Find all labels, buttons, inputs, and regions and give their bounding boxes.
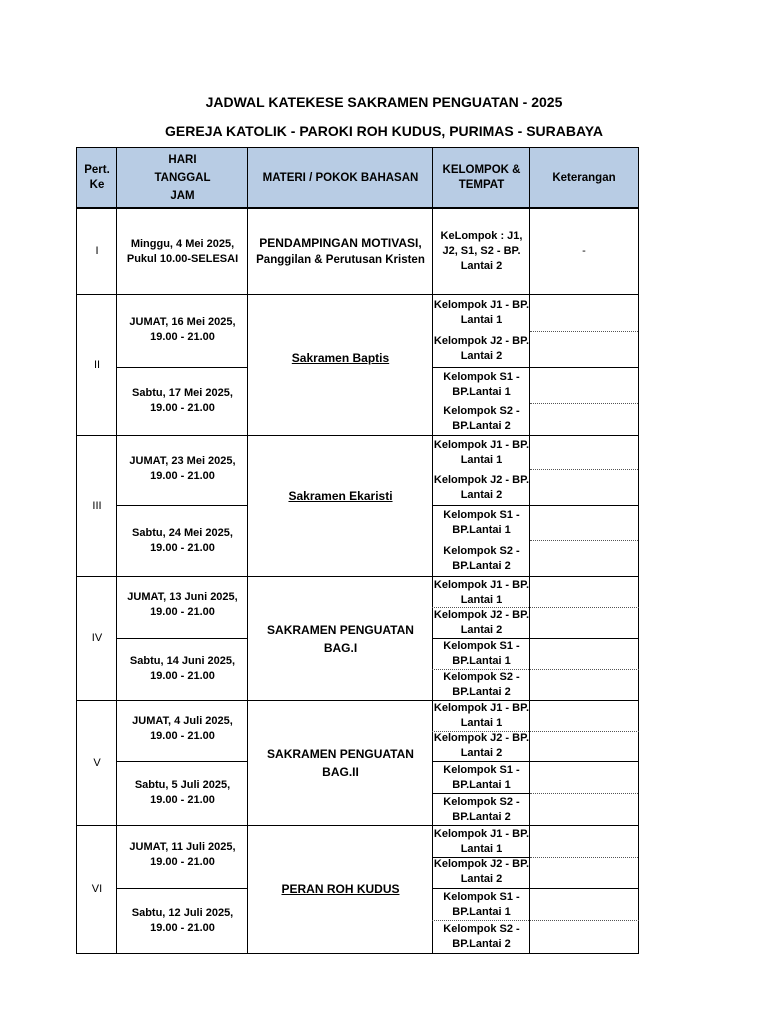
date-line1: Sabtu, 24 Mei 2025, [132, 527, 233, 539]
session-4-group-4 [433, 669, 530, 700]
header-hari-line2: TANGGAL [154, 172, 211, 184]
session-1-keterangan: - [582, 245, 586, 257]
header-pert [77, 148, 117, 208]
grid-line [76, 294, 639, 295]
session-6-group-4 [433, 921, 530, 953]
session-3-group-2 [433, 470, 530, 506]
header-kelompok-line1: KELOMPOK & [442, 164, 521, 176]
header-materi [248, 148, 433, 208]
session-4-date-2 [117, 638, 248, 700]
session-3-group-4 [433, 541, 530, 577]
group-line1: Kelompok S2 - [443, 405, 520, 417]
date-line1: Sabtu, 5 Juli 2025, [134, 779, 231, 791]
date-line1: JUMAT, 11 Juli 2025, [129, 841, 236, 853]
grid-dotted-line [432, 920, 639, 921]
header-kelompok [433, 148, 530, 208]
grid-line [638, 147, 639, 954]
grid-line [76, 953, 639, 954]
grid-dotted-line [530, 403, 638, 404]
grid-line [116, 147, 117, 954]
header-pert-line2: Ke [89, 179, 105, 191]
session-6-materi [248, 826, 433, 953]
grid-line [76, 700, 639, 701]
group-line1: Kelompok J2 - BP. [433, 732, 530, 744]
date-line1: Sabtu, 14 Juni 2025, [129, 655, 236, 667]
grid-line [116, 638, 248, 639]
header-materi-label: MATERI / POKOK BAHASAN [262, 171, 419, 184]
grid-line [76, 207, 639, 209]
session-6-date-2 [117, 888, 248, 953]
group-line2: Lantai 1 [460, 454, 503, 466]
grid-line [247, 147, 248, 954]
grid-line [432, 147, 433, 954]
group-line1: Kelompok J1 - BP. [433, 299, 530, 311]
grid-dotted-line [530, 793, 638, 794]
materi-line1: SAKRAMEN PENGUATAN [267, 622, 414, 637]
group-line2: Lantai 2 [460, 350, 503, 362]
date-line1: Sabtu, 12 Juli 2025, [131, 906, 234, 919]
session-2-pert: II [93, 358, 101, 371]
group-line2: BP.Lantai 2 [452, 810, 511, 823]
session-1-date [117, 209, 248, 294]
materi-line1: Sakramen Ekaristi [288, 488, 393, 503]
session-4-group-2 [433, 608, 530, 638]
session-4-date-1 [117, 577, 248, 638]
grid-line [432, 888, 639, 889]
date-line1: JUMAT, 13 Juni 2025, [127, 591, 238, 603]
date-line2: 19.00 - 21.00 [150, 606, 215, 618]
group-line1: Kelompok J1 - BP. [433, 439, 530, 451]
grid-line [432, 857, 530, 858]
grid-line [76, 147, 77, 954]
materi-line2: BAG.I [323, 640, 358, 655]
date-line2: Pukul 10.00-SELESAI [126, 252, 239, 265]
date-line1: JUMAT, 16 Mei 2025, [129, 316, 236, 328]
session-2-group-4 [433, 402, 530, 436]
header-hari-line1: HARI [168, 154, 197, 166]
session-2-materi [248, 295, 433, 421]
session-5-group-1 [433, 701, 530, 731]
session-3-date-2 [117, 506, 248, 576]
group-line2: BP.Lantai 2 [452, 938, 511, 950]
materi-line2: Panggilan & Perutusan Kristen [256, 253, 425, 266]
date-line2: 19.00 - 21.00 [150, 670, 215, 682]
session-3-group-3 [433, 506, 530, 540]
grid-line [76, 825, 639, 826]
date-line1: JUMAT, 23 Mei 2025, [129, 455, 236, 467]
date-line2: 19.00 - 21.00 [150, 402, 215, 414]
grid-line [76, 435, 639, 436]
session-2-group-3 [433, 368, 530, 402]
grid-dotted-line [432, 731, 639, 732]
header-pert-line1: Pert. [84, 164, 110, 176]
group-line1: Kelompok J2 - BP. [433, 474, 530, 486]
materi-line1: SAKRAMEN PENGUATAN [267, 747, 414, 761]
grid-line [76, 147, 639, 148]
grid-line [432, 793, 530, 794]
session-2-date-1 [117, 295, 248, 367]
session-3-date-1 [117, 436, 248, 505]
group-line1: Kelompok J2 - BP. [433, 335, 530, 347]
grid-dotted-line [432, 607, 639, 608]
session-1-pert: I [95, 245, 99, 257]
date-line1: Minggu, 4 Mei 2025, [130, 237, 235, 250]
header-hari [117, 148, 248, 208]
session-3-materi [248, 436, 433, 556]
header-hari-line3: JAM [170, 190, 195, 202]
grid-line [116, 761, 248, 762]
group-line2: Lantai 2 [460, 873, 503, 885]
group-line1: Kelompok S2 - [443, 795, 520, 808]
group-line2: Lantai 2 [460, 624, 503, 636]
date-line2: 19.00 - 21.00 [150, 794, 215, 806]
group-line2: Lantai 1 [460, 314, 503, 326]
group-line1: Kelompok S1 - [443, 371, 520, 383]
group-line2: BP.Lantai 2 [452, 560, 511, 572]
group-line2: Lantai 2 [460, 489, 503, 501]
materi-line1: Sakramen Baptis [291, 350, 390, 365]
session-5-group-2 [433, 731, 530, 761]
grid-line [76, 576, 639, 577]
session-5-date-2 [117, 761, 248, 825]
group-line1: Kelompok S1 - [443, 639, 520, 652]
session-4-materi [248, 577, 433, 700]
group-line1: KeLompok : J1, [440, 230, 523, 242]
group-line2: Lantai 1 [460, 593, 503, 606]
document-subtitle: GEREJA KATOLIK - PAROKI ROH KUDUS, PURIMAS - SURABAYA [165, 123, 603, 139]
session-6-group-2 [433, 857, 530, 887]
group-line2: J2, S1, S2 - BP. [442, 245, 521, 257]
session-4-group-3 [433, 638, 530, 669]
session-4-pert: IV [91, 632, 103, 644]
group-line1: Kelompok J2 - BP. [433, 858, 530, 870]
grid-line [432, 638, 639, 639]
materi-line1: PENDAMPINGAN MOTIVASI, [259, 235, 422, 250]
group-line1: Kelompok J2 - BP. [433, 609, 530, 621]
header-keterangan-label: Keterangan [552, 171, 616, 184]
date-line2: 19.00 - 21.00 [150, 921, 215, 934]
group-line1: Kelompok S1 - [443, 890, 520, 903]
grid-line [432, 761, 639, 762]
group-line2: BP.Lantai 2 [452, 685, 511, 698]
group-line2: BP.Lantai 1 [452, 905, 511, 918]
grid-line [432, 367, 639, 368]
grid-line [116, 367, 248, 368]
grid-dotted-line [530, 540, 638, 541]
group-line1: Kelompok J1 - BP. [433, 827, 530, 840]
session-5-pert: V [93, 756, 101, 769]
session-5-materi [248, 701, 433, 825]
session-5-group-4 [433, 794, 530, 825]
date-line1: JUMAT, 4 Juli 2025, [132, 715, 233, 727]
document-title: JADWAL KATEKESE SAKRAMEN PENGUATAN - 2025 [205, 94, 563, 110]
materi-line2: BAG.II [322, 765, 359, 779]
grid-dotted-line [530, 469, 638, 470]
group-line1: Kelompok J1 - BP. [433, 578, 530, 591]
group-line2: Lantai 2 [460, 747, 503, 759]
group-line2: Lantai 1 [460, 717, 503, 729]
grid-line [116, 505, 248, 506]
date-line2: 19.00 - 21.00 [150, 856, 215, 868]
session-3-group-1 [433, 436, 530, 470]
session-1-materi [248, 209, 433, 294]
session-4-group-1 [433, 577, 530, 608]
materi-line1: PERAN ROH KUDUS [281, 882, 400, 896]
grid-dotted-line [432, 669, 639, 670]
session-2-date-2 [117, 367, 248, 435]
date-line2: 19.00 - 21.00 [150, 331, 215, 343]
grid-line [116, 888, 248, 889]
group-line2: BP.Lantai 1 [452, 524, 511, 536]
grid-line [529, 147, 530, 954]
session-6-date-1 [117, 826, 248, 888]
date-line2: 19.00 - 21.00 [150, 542, 215, 554]
group-line2: BP.Lantai 2 [452, 420, 511, 432]
group-line1: Kelompok S2 - [443, 670, 520, 683]
header-keterangan [530, 148, 638, 208]
session-6-pert: VI [91, 883, 103, 895]
group-line2: BP.Lantai 1 [452, 654, 511, 667]
session-6-group-3 [433, 888, 530, 921]
session-2-group-1 [433, 295, 530, 331]
group-line1: Kelompok S1 - [443, 509, 520, 521]
group-line1: Kelompok S2 - [443, 923, 520, 935]
session-5-group-3 [433, 761, 530, 794]
session-5-date-1 [117, 701, 248, 761]
grid-dotted-line [530, 857, 638, 858]
group-line2: BP.Lantai 1 [452, 386, 511, 398]
group-line3: Lantai 2 [460, 260, 503, 272]
session-1-group [433, 209, 530, 294]
group-line2: Lantai 1 [460, 842, 503, 855]
session-2-group-2 [433, 331, 530, 367]
grid-dotted-line [530, 331, 638, 332]
date-line2: 19.00 - 21.00 [150, 470, 215, 482]
date-line1: Sabtu, 17 Mei 2025, [132, 387, 233, 399]
grid-line [432, 505, 639, 506]
group-line1: Kelompok J1 - BP. [433, 702, 530, 714]
group-line2: BP.Lantai 1 [452, 778, 511, 791]
header-kelompok-line2: TEMPAT [458, 179, 505, 191]
session-3-pert: III [92, 499, 102, 512]
session-6-group-1 [433, 826, 530, 857]
group-line1: Kelompok S2 - [443, 545, 520, 557]
date-line2: 19.00 - 21.00 [150, 730, 215, 742]
group-line1: Kelompok S1 - [443, 763, 520, 776]
